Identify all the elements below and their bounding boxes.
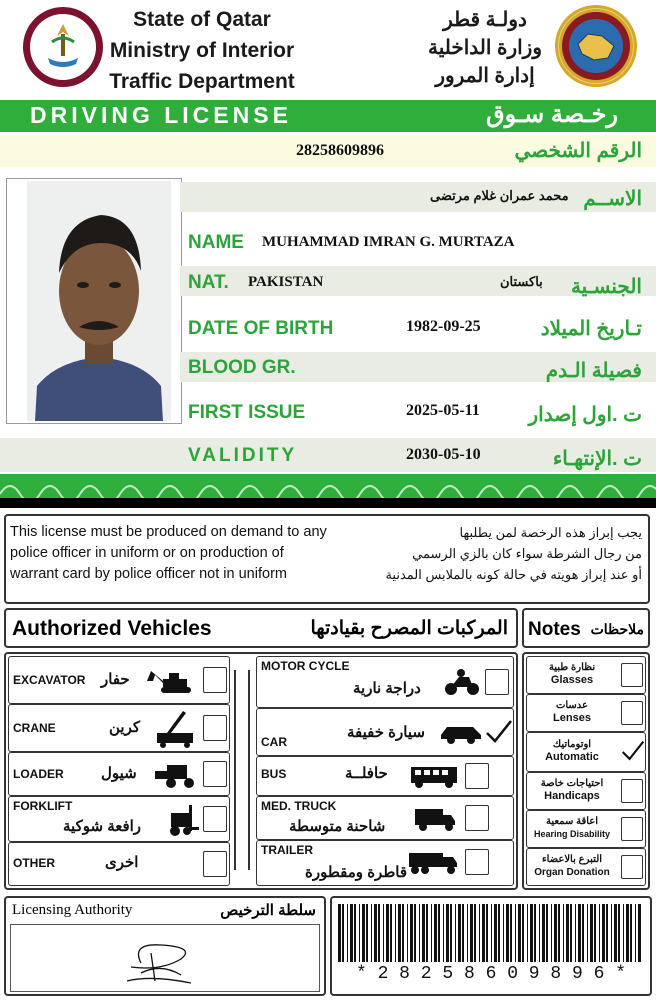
validity-label-en: VALIDITY <box>188 445 298 466</box>
notes-title-ar: ملاحظات <box>590 621 644 637</box>
note-row-lenses <box>526 694 646 732</box>
vehicle-checkbox[interactable] <box>485 669 509 695</box>
vehicle-group-bracket <box>234 670 250 870</box>
barcode-bar <box>527 904 528 962</box>
header-en-line3: Traffic Department <box>109 70 295 93</box>
note-label-en: Glasses <box>550 674 594 686</box>
name-ar-label: الاســم <box>583 188 642 210</box>
barcode-bar <box>407 904 408 962</box>
barcode-bar <box>374 904 377 962</box>
barcode-bar <box>390 904 392 962</box>
banner-title-en: DRIVING LICENSE <box>30 102 292 128</box>
truck-icon <box>413 805 457 833</box>
barcode-bar <box>606 904 608 962</box>
signature-area <box>10 924 320 992</box>
vehicle-label-en: TRAILER <box>261 843 313 857</box>
vehicle-checkbox[interactable] <box>203 851 227 877</box>
vehicle-label-ar: قاطرة ومقطورة <box>305 864 408 881</box>
nationality-value-en: PAKISTAN <box>248 274 324 290</box>
barcode-bar <box>539 904 540 962</box>
notice-ar-line1: يجب إبراز هذه الرخصة لمن يطلبها <box>459 525 642 540</box>
note-checkbox[interactable] <box>621 779 643 803</box>
barcode-bar <box>611 904 612 962</box>
card-separator <box>0 498 656 508</box>
barcode-bar <box>587 904 588 962</box>
barcode-bar <box>486 904 488 962</box>
note-label-en: Handicaps <box>544 790 600 802</box>
barcode-bar <box>446 904 449 962</box>
holder-photo-frame <box>6 178 182 424</box>
header-en-line2: Ministry of Interior <box>109 39 295 62</box>
notice-en-line1: This license must be produced on demand to any <box>10 524 327 540</box>
note-label-ar: نظارة طبية <box>548 662 596 673</box>
barcode-bar <box>602 904 605 962</box>
vehicle-row-bus <box>256 756 514 796</box>
barcode-bar <box>359 904 360 962</box>
barcode-bar <box>383 904 384 962</box>
barcode-bar <box>618 904 620 962</box>
barcode-bar <box>534 904 536 962</box>
licensing-authority-label-ar: سلطة الترخيص <box>220 902 316 919</box>
barcode-bar <box>551 904 552 962</box>
vehicle-checkbox[interactable] <box>203 667 227 693</box>
vehicle-checkbox[interactable] <box>203 761 227 787</box>
note-label-en: Automatic <box>545 751 599 763</box>
note-checkbox[interactable] <box>621 817 643 841</box>
nationality-value-ar: باكستان <box>500 274 543 289</box>
barcode-bar <box>522 904 524 962</box>
vehicle-label-ar: شيول <box>101 765 137 782</box>
barcode-bar <box>347 904 348 962</box>
decorative-pattern-border <box>0 474 656 498</box>
vehicle-label-en: MED. TRUCK <box>261 799 337 813</box>
vehicle-label-en: EXCAVATOR <box>13 673 86 687</box>
barcode-bar <box>506 904 509 962</box>
vehicle-label-en: LOADER <box>13 767 64 781</box>
bus-icon <box>409 763 459 789</box>
holder-photo <box>27 181 171 421</box>
barcode-bar <box>431 904 432 962</box>
blood-label-en: BLOOD GR. <box>188 357 296 378</box>
notice-box <box>4 514 650 604</box>
car-icon <box>439 719 483 745</box>
barcode-bar <box>438 904 440 962</box>
vehicle-checkbox-checked[interactable] <box>485 719 509 745</box>
vehicle-checkbox[interactable] <box>465 763 489 789</box>
barcode-bar <box>614 904 617 962</box>
barcode-bar <box>638 904 641 962</box>
vehicle-row-loader <box>8 752 230 796</box>
barcode-bar <box>455 904 456 962</box>
note-row-automatic <box>526 732 646 772</box>
signature-image <box>111 933 211 989</box>
header-ar-line3: إدارة المرور <box>435 65 535 87</box>
name-en-label: NAME <box>188 232 244 253</box>
check-icon <box>621 740 645 764</box>
barcode-bar <box>626 904 629 962</box>
barcode-bar <box>366 904 368 962</box>
blood-label-ar: فصيلة الـدم <box>545 360 642 382</box>
barcode-bar <box>434 904 437 962</box>
note-label-en: Organ Donation <box>534 867 610 878</box>
crane-icon <box>153 709 197 749</box>
vehicle-label-ar: كرين <box>109 719 141 736</box>
barcode-bar <box>419 904 420 962</box>
barcode-bar <box>494 904 497 962</box>
dob-label-en: DATE OF BIRTH <box>188 318 334 339</box>
note-checkbox[interactable] <box>621 663 643 687</box>
nationality-label-en: NAT. <box>188 272 229 293</box>
barcode-bar <box>422 904 425 962</box>
check-icon <box>485 719 513 747</box>
validity-label-ar: ت .الإنتهـاء <box>552 448 642 470</box>
barcode-bar <box>443 904 444 962</box>
trailer-icon <box>407 849 459 877</box>
barcode-bar <box>354 904 356 962</box>
personal-number-value: 28258609896 <box>296 142 384 159</box>
header-en-line1: State of Qatar <box>133 8 271 31</box>
barcode-bar <box>542 904 545 962</box>
vehicle-row-other <box>8 842 230 886</box>
barcode-bar <box>342 904 344 962</box>
barcode-bar <box>623 904 624 962</box>
barcode-bar <box>599 904 600 962</box>
notice-ar-line3: أو عند إبراز هويته في حالة كونه بالملابس المدنية <box>385 567 642 582</box>
first-issue-label-ar: ت .اول إصدار <box>528 404 642 426</box>
barcode-bar <box>570 904 572 962</box>
personal-number-label: الرقم الشخصي <box>514 140 642 162</box>
barcode-bar <box>371 904 372 962</box>
vehicle-row-forklift <box>8 796 230 842</box>
licensing-authority-label-en: Licensing Authority <box>12 902 133 918</box>
authorized-vehicles-header <box>4 608 518 648</box>
barcode-bar <box>491 904 492 962</box>
nationality-label-ar: الجنسـية <box>570 276 642 298</box>
barcode-bar <box>482 904 485 962</box>
licensing-authority-box <box>4 896 326 996</box>
vehicle-label-en: CRANE <box>13 721 56 735</box>
excavator-icon <box>145 667 195 695</box>
note-row-glasses <box>526 656 646 694</box>
barcode-bar <box>479 904 480 962</box>
barcode-bar <box>515 904 516 962</box>
header-ar-line2: وزارة الداخلية <box>427 37 542 59</box>
authorized-vehicles-title-ar: المركبات المصرح بقيادتها <box>310 618 508 639</box>
barcode-bar <box>575 904 576 962</box>
barcode-bar <box>467 904 468 962</box>
vehicle-row-excavator <box>8 656 230 704</box>
first-issue-label-en: FIRST ISSUE <box>188 402 306 423</box>
note-row-organ-donation <box>526 848 646 886</box>
authorized-vehicles-title-en: Authorized Vehicles <box>12 617 212 640</box>
vehicle-checkbox[interactable] <box>465 805 489 831</box>
banner-title-ar: رخـصة سـوق <box>486 101 618 128</box>
vehicle-row-trailer <box>256 840 514 886</box>
barcode-bar <box>470 904 473 962</box>
barcode-bar <box>518 904 521 962</box>
barcode-bar <box>590 904 593 962</box>
vehicle-checkbox[interactable] <box>203 715 227 741</box>
first-issue-value: 2025-05-11 <box>406 402 480 419</box>
barcode-bar <box>378 904 380 962</box>
vehicle-row-crane <box>8 704 230 752</box>
barcode-bar <box>582 904 584 962</box>
note-label-en: Hearing Disability <box>533 829 611 839</box>
vehicle-label-ar: اخرى <box>105 854 139 871</box>
motorcycle-icon <box>443 667 481 697</box>
barcode-bar <box>362 904 365 962</box>
barcode-bar <box>503 904 504 962</box>
name-ar-value: محمد عمران غلام مرتضى <box>430 188 569 203</box>
note-row-hearing <box>526 810 646 848</box>
ministry-emblem-icon <box>22 6 104 88</box>
vehicle-checkbox[interactable] <box>203 806 227 832</box>
note-label-ar: اعاقة سمعية <box>545 816 599 827</box>
barcode-bar <box>410 904 413 962</box>
barcode-bar <box>414 904 416 962</box>
barcode-bar <box>402 904 404 962</box>
barcode-bar <box>554 904 557 962</box>
vehicle-label-ar: حافلــة <box>345 765 388 782</box>
note-row-handicaps <box>526 772 646 810</box>
barcode-bar <box>395 904 396 962</box>
note-label-ar: التبرع بالاعضاء <box>541 854 603 865</box>
vehicle-label-ar: دراجة نارية <box>353 680 421 697</box>
gcc-emblem-icon <box>554 4 638 88</box>
vehicle-label-en: MOTOR CYCLE <box>261 659 350 673</box>
vehicle-label-ar: سيارة خفيفة <box>347 724 425 741</box>
loader-icon <box>153 759 199 789</box>
dob-label-ar: تـاريخ الميلاد <box>540 318 642 340</box>
barcode-bar <box>398 904 401 962</box>
header-ar-line1: دولـة قطر <box>443 9 527 31</box>
notes-header <box>522 608 650 648</box>
notice-en-line3: warrant card by police officer not in uniform <box>10 566 287 582</box>
note-label-en: Lenses <box>553 712 591 724</box>
barcode-bar <box>546 904 548 962</box>
vehicle-label-ar: رافعة شوكية <box>63 818 142 835</box>
validity-value: 2030-05-10 <box>406 446 481 463</box>
vehicle-row-med-truck <box>256 796 514 840</box>
barcode-bar <box>630 904 632 962</box>
notice-en-line2: police officer in uniform or on production of <box>10 545 284 561</box>
barcode-number: * 2 8 2 5 8 6 0 9 8 9 6 * <box>355 964 627 984</box>
barcode-bar <box>558 904 560 962</box>
barcode-bar <box>594 904 596 962</box>
barcode-bar <box>386 904 389 962</box>
notice-ar-line2: من رجال الشرطة سواء كان بالزي الرسمي <box>412 546 642 561</box>
note-checkbox[interactable] <box>621 855 643 879</box>
vehicle-label-en: FORKLIFT <box>13 799 73 813</box>
dob-value: 1982-09-25 <box>406 318 481 335</box>
barcode-box <box>330 896 652 996</box>
vehicle-label-en: OTHER <box>13 856 55 870</box>
barcode-bar <box>563 904 564 962</box>
barcode-bar <box>426 904 428 962</box>
barcode-bar <box>566 904 569 962</box>
note-label-ar: اوتوماتيك <box>552 739 592 750</box>
barcode-bar <box>530 904 533 962</box>
barcode-image <box>338 904 644 962</box>
barcode-bar <box>458 904 461 962</box>
vehicle-row-car <box>256 708 514 756</box>
notes-title-en: Notes <box>528 619 581 640</box>
note-checkbox-checked[interactable] <box>621 740 643 764</box>
barcode-bar <box>474 904 476 962</box>
barcode-bar <box>338 904 341 962</box>
license-banner <box>0 100 656 132</box>
vehicle-label-en: CAR <box>261 735 287 749</box>
note-label-ar: احتياجات خاصة <box>540 778 604 789</box>
note-label-ar: عدسات <box>555 700 589 711</box>
barcode-bar <box>350 904 353 962</box>
barcode-bar <box>450 904 452 962</box>
card-header <box>0 0 656 100</box>
barcode-bar <box>510 904 512 962</box>
personal-number-row <box>0 135 656 167</box>
vehicle-label-ar: شاحنة متوسطة <box>289 818 386 835</box>
barcode-bar <box>578 904 581 962</box>
barcode-bar <box>462 904 464 962</box>
barcode-bar <box>635 904 636 962</box>
barcode-bar <box>498 904 500 962</box>
name-en-value: MUHAMMAD IMRAN G. MURTAZA <box>262 234 515 250</box>
vehicle-label-ar: حفار <box>101 671 130 688</box>
vehicle-checkbox[interactable] <box>465 849 489 875</box>
forklift-icon <box>159 803 199 837</box>
vehicle-label-en: BUS <box>261 767 287 781</box>
vehicle-row-motorcycle <box>256 656 514 708</box>
note-checkbox[interactable] <box>621 701 643 725</box>
